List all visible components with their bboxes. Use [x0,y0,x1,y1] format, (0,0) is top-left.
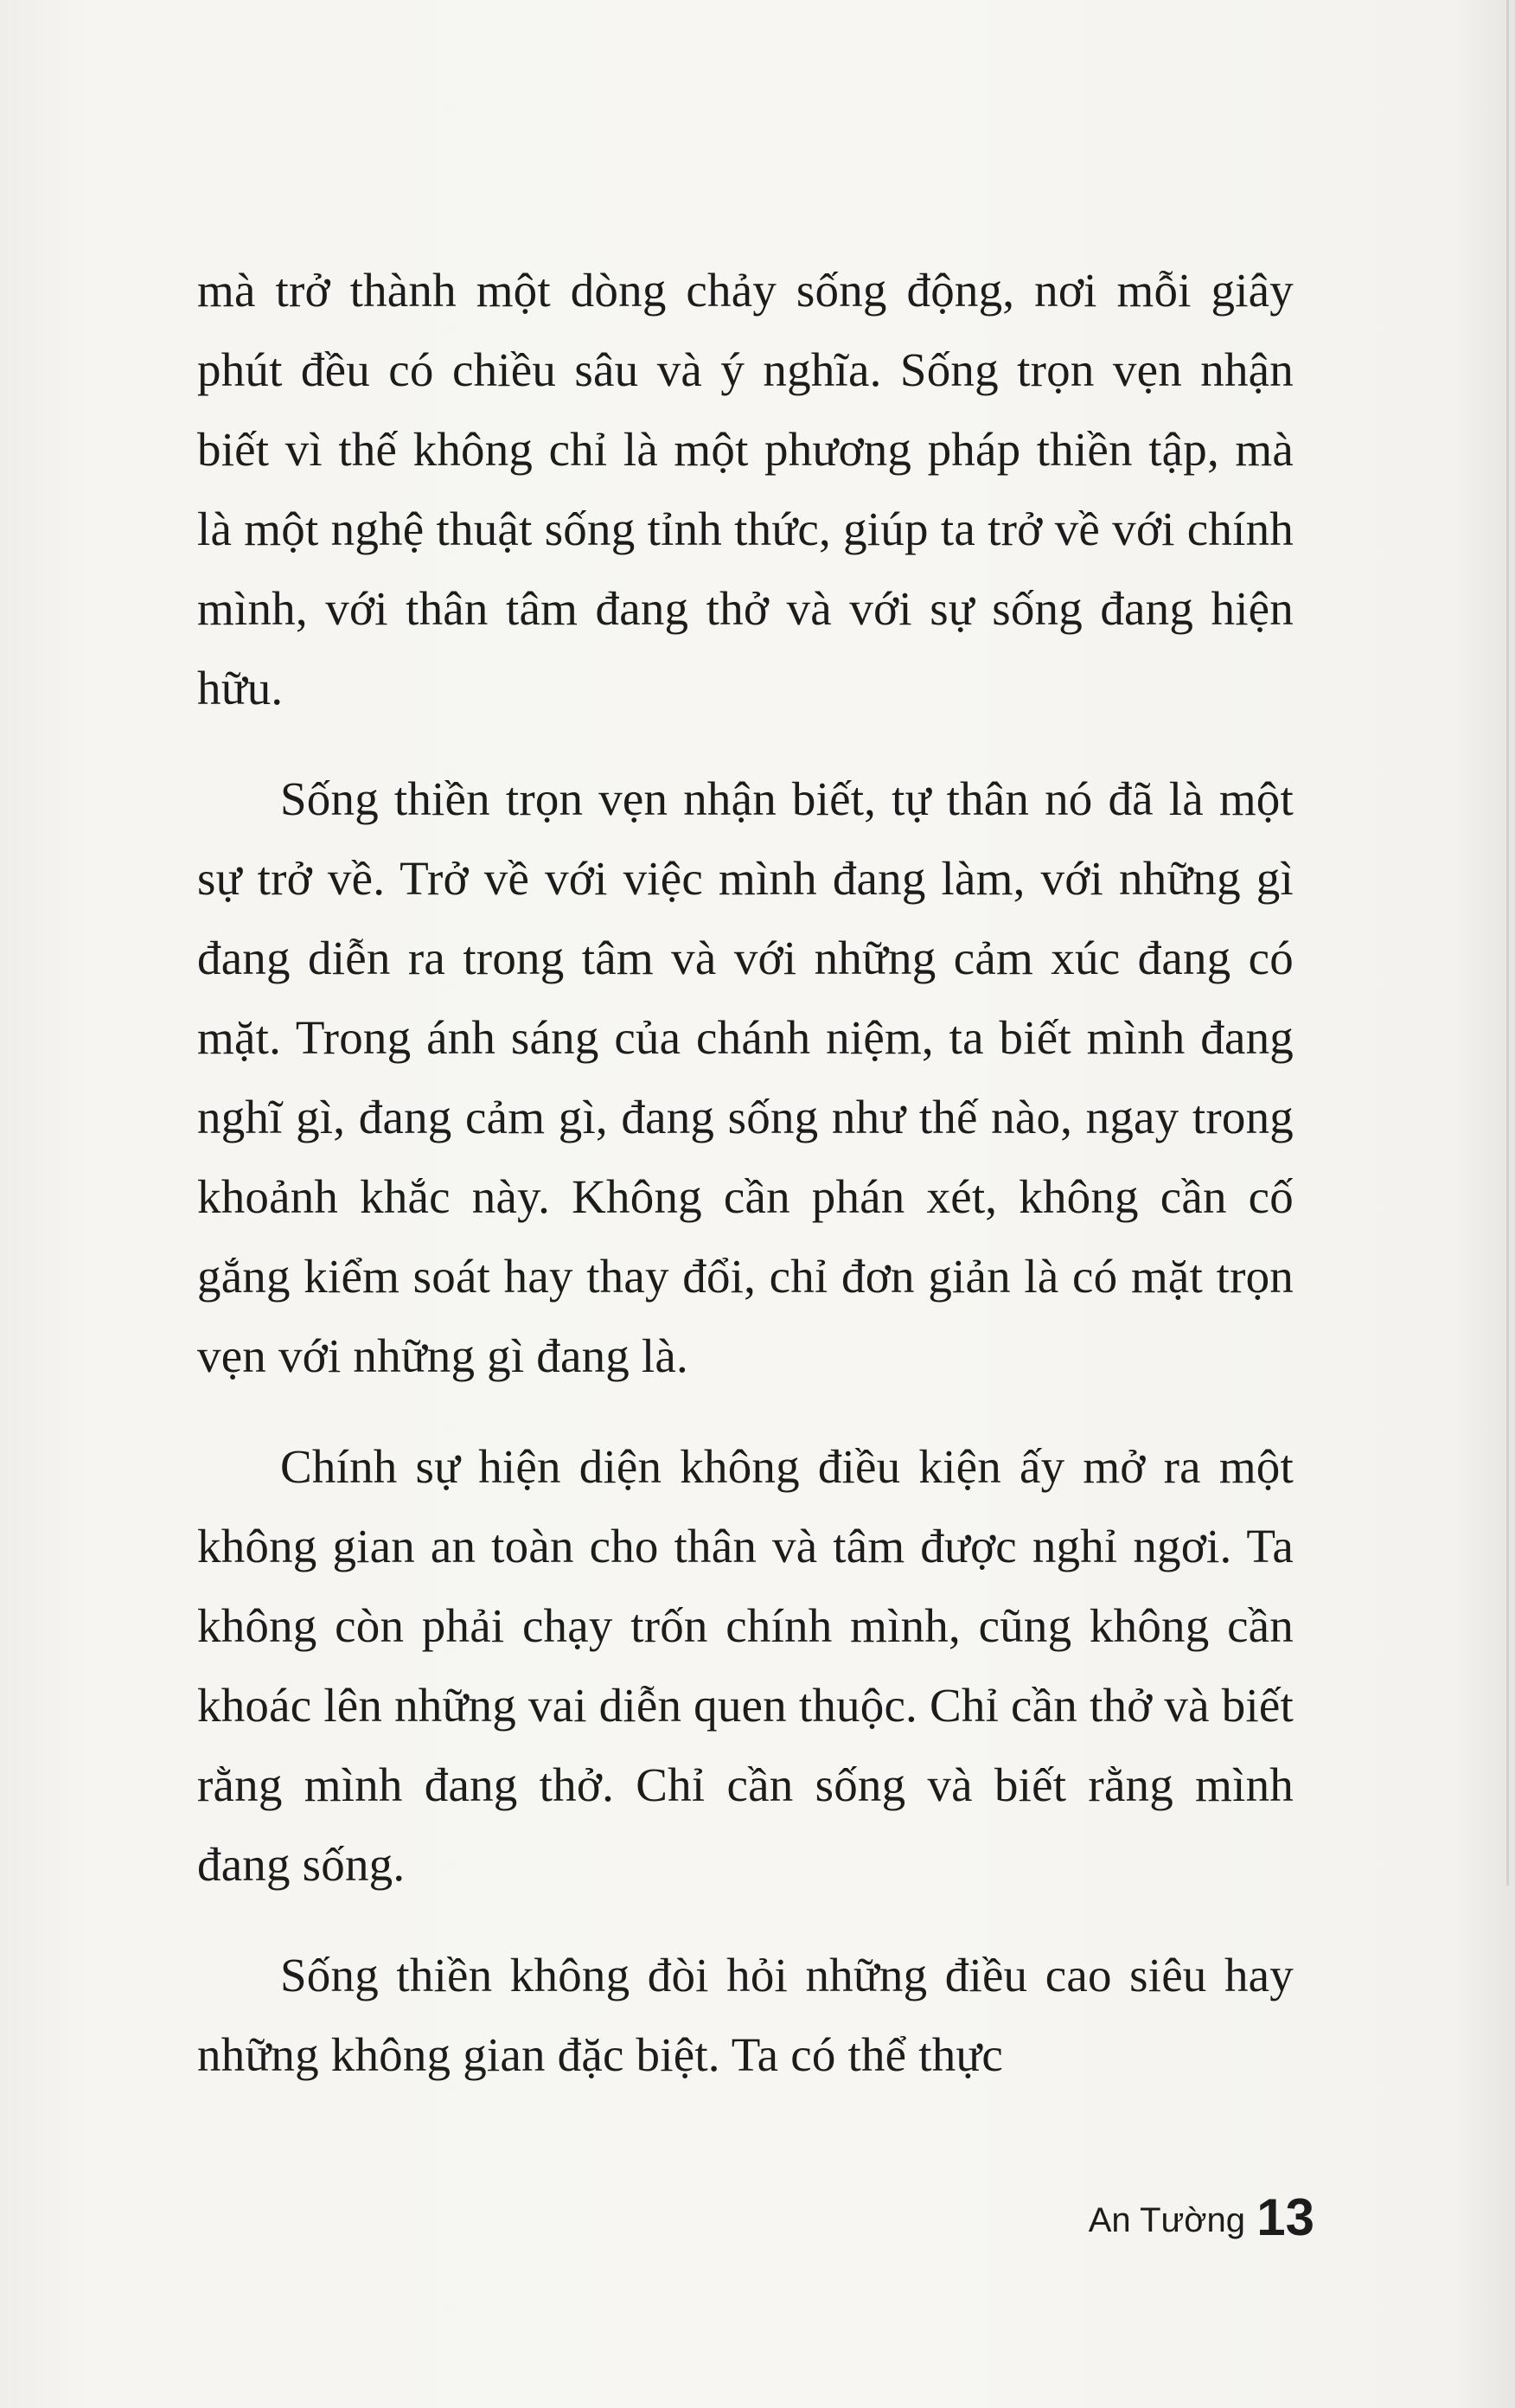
page-edge-shadow [1506,0,1509,1886]
page-footer [1088,2178,1314,2247]
paragraph-4: Sống thiền không đòi hỏi những điều cao siêu hay những không gian đặc biệt. Ta có thể thực [197,1949,1294,2081]
paragraph-2: Sống thiền trọn vẹn nhận biết, tự thân nó đã là một sự trở về. Trở về với việc mình đang làm, với những gì đang diễn ra trong tâm và với những cảm xúc đang có mặt. Trong ánh sáng của chánh niệm, ta biết mình đang nghĩ gì, đang cảm gì, đang sống như thế nào, ngay trong khoảnh khắc này. Không cần phán xét, không cần cố gắng kiểm soát hay thay đổi, chỉ đơn giản là có mặt trọn vẹn với những gì đang là. [197,772,1294,1382]
body-text [197,251,1294,2095]
page-number: 13 [1256,2188,1314,2246]
footer-author: An Tường [1088,2201,1245,2239]
paragraph-1: mà trở thành một dòng chảy sống động, nơi mỗi giây phút đều có chiều sâu và ý nghĩa. Sống trọn vẹn nhận biết vì thế không chỉ là một phương pháp thiền tập, mà là một nghệ thuật sống tỉnh thức, giúp ta trở về với chính mình, với thân tâm đang thở và với sự sống đang hiện hữu. [197,264,1294,714]
paragraph-3: Chính sự hiện diện không điều kiện ấy mở ra một không gian an toàn cho thân và tâm được nghỉ ngơi. Ta không còn phải chạy trốn chính mình, cũng không cần khoác lên những vai diễn quen thuộc. Chỉ cần thở và biết rằng mình đang thở. Chỉ cần sống và biết rằng mình đang sống. [197,1440,1294,1891]
